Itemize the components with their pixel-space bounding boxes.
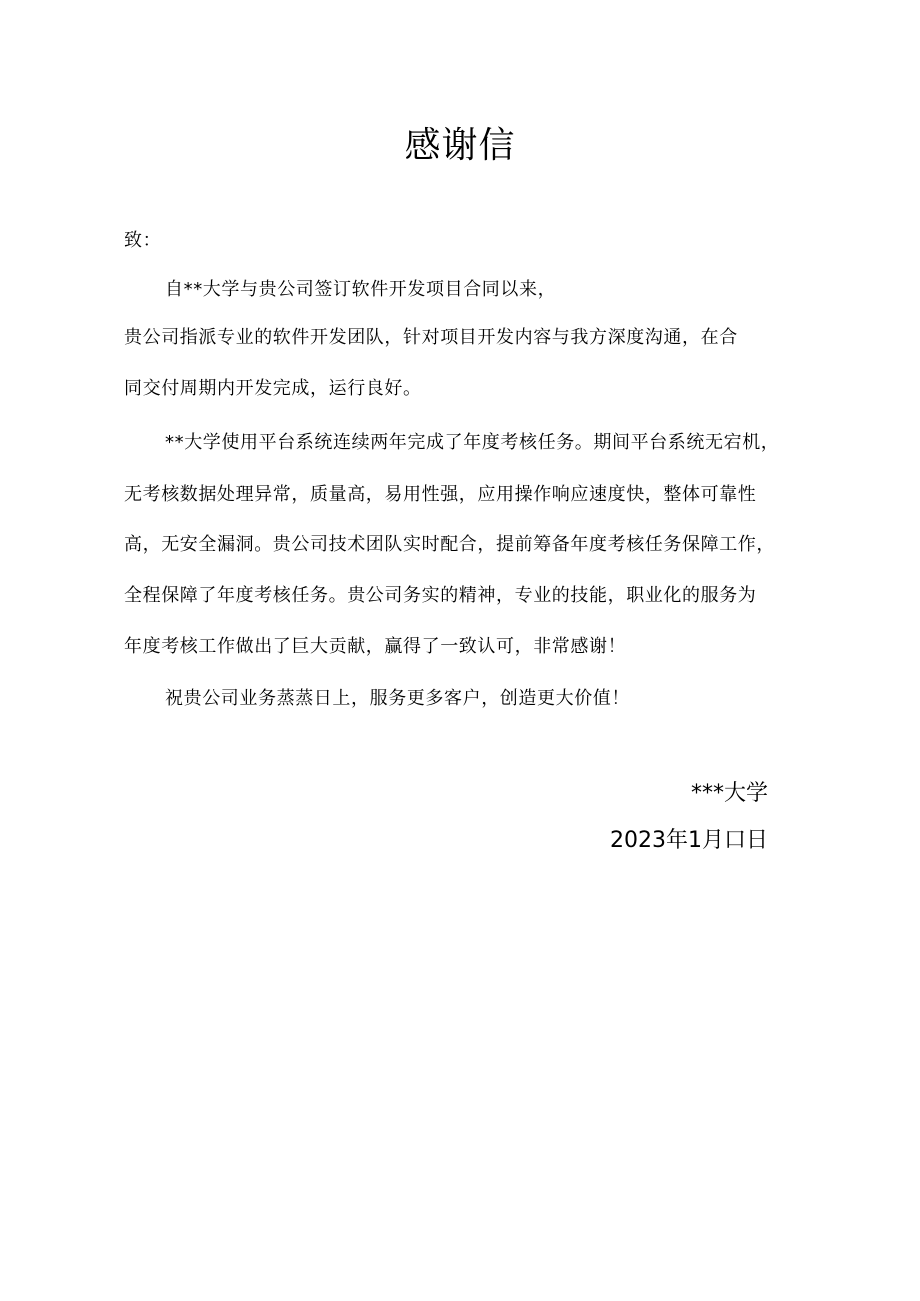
paragraph2-line3: 高，无安全漏洞。贵公司技术团队实时配合，提前筹备年度考核任务保障工作， [124,534,775,555]
letter-title: 感谢信 [404,125,516,166]
signature: ***大学 [690,781,768,806]
paragraph2-line1: **大学使用平台系统连续两年完成了年度考核任务。期间平台系统无宕机， [165,432,780,453]
salutation: 致： [124,230,162,251]
closing-wish: 祝贵公司业务蒸蒸日上，服务更多客户，创造更大价值！ [165,688,630,709]
paragraph1-line2: 贵公司指派专业的软件开发团队，针对项目开发内容与我方深度沟通，在合 [124,327,738,348]
paragraph2-line5: 年度考核工作做出了巨大贡献，赢得了一致认可，非常感谢！ [124,636,627,657]
paragraph1-line1: 自**大学与贵公司签订软件开发项目合同以来， [165,279,557,300]
paragraph2-line2: 无考核数据处理异常，质量高，易用性强，应用操作响应速度快，整体可靠性 [124,484,757,505]
paragraph1-line3: 同交付周期内开发完成，运行良好。 [124,378,422,399]
date: 2023年1月口日 [610,828,768,853]
paragraph2-line4: 全程保障了年度考核任务。贵公司务实的精神，专业的技能，职业化的服务为 [124,585,757,606]
